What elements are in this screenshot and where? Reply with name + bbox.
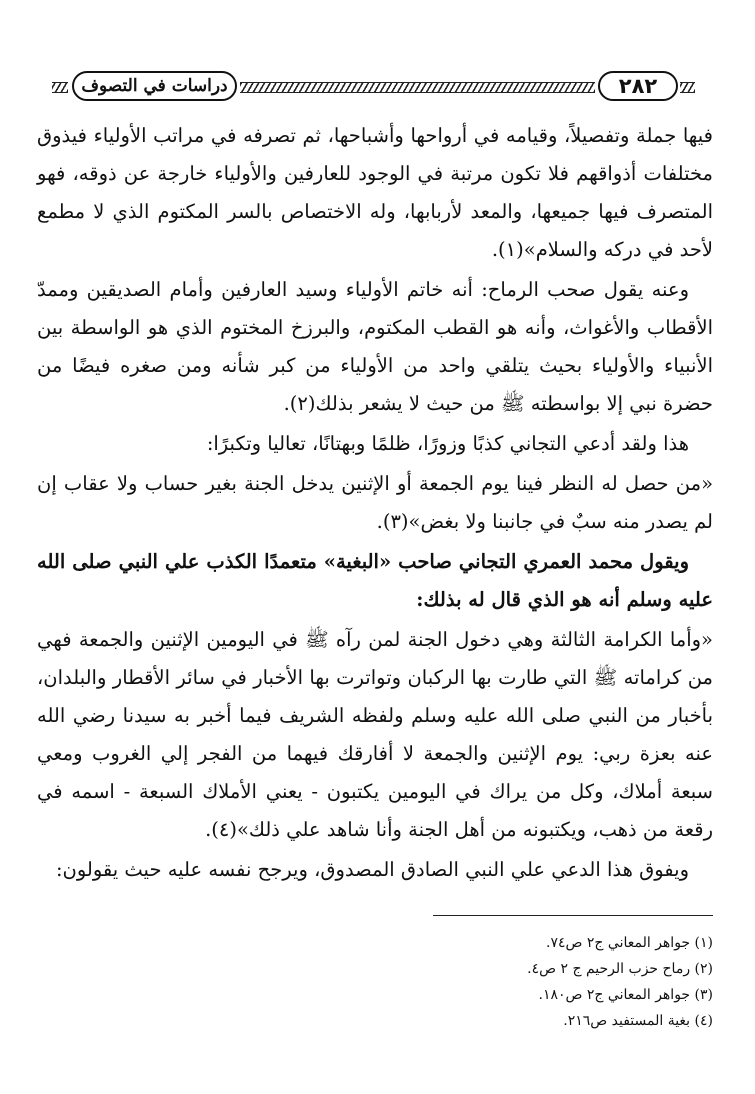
page-header	[52, 70, 695, 104]
main-text	[37, 117, 713, 891]
paragraph-3: هذا ولقد أدعي التجاني كذبًا وزورًا، ظلمًا وبهتانًا، تعاليا وتكبرًا:	[206, 432, 689, 455]
paragraph-5: ويقول محمد العمري التجاني صاحب «البغية» متعمدًا الكذب علي النبي صلى الله عليه وسلم أنه هو الذي قال له بذلك:	[37, 550, 713, 611]
header-ornament-right	[680, 82, 695, 93]
footnote-2: (٢) رماح حزب الرحيم ج ٢ ص٤.	[527, 961, 713, 977]
footnote-3: (٣) جواهر المعاني ج٢ ص١٨٠.	[538, 987, 713, 1003]
footnotes	[383, 930, 713, 1034]
footnote-4: (٤) بغية المستفيد ص٢١٦.	[563, 1013, 713, 1029]
paragraph-6-quote: «وأما الكرامة الثالثة وهي دخول الجنة لمن رآه ﷺ في اليومين الإثنين والجمعة فهي من كراماته ﷺ التي طارت بها الركبان وتواترت بها الأخبار في سائر الأقطار والبلدان، بأخبار من النبي صلى الله عليه وسلم ولفظه الشريف فيما أخبر به سيدنا رضي الله عنه بعزة ربي: يوم الإثنين والجمعة لا أفارقك فيهما من الفجر إلي الغروب ومعي سبعة أملاك، وكل من يراك في اليومين يكتبون - يعني الأملاك السبعة - اسمه في رقعة من ذهب، ويكتبونه من أهل الجنة وأنا شاهد علي ذلك»(٤).	[37, 628, 713, 841]
footnote-divider	[433, 915, 713, 916]
running-title: دراسات في التصوف	[72, 71, 237, 101]
paragraph-4-quote: «من حصل له النظر فينا يوم الجمعة أو الإثنين يدخل الجنة بغير حساب ولا عقاب إن لم يصدر منه سبٌ في جانبنا ولا بغض»(٣).	[37, 472, 713, 533]
page-number: ٢٨٢	[598, 71, 678, 101]
header-ornament-left	[52, 82, 68, 93]
paragraph-2: وعنه يقول صحب الرماح: أنه خاتم الأولياء وسيد العارفين وأمام الصديقين وممدّ الأقطاب والأغواث، وأنه هو القطب المكتوم، والبرزخ المختوم الذي هو الواسطة بين الأنبياء والأولياء بحيث يتلقي واحد من الأولياء من كبر شأنه ومن صغره فيضًا من حضرة نبي إلا بواسطته ﷺ من حيث لا يشعر بذلك(٢).	[37, 278, 713, 415]
paragraph-1: فيها جملة وتفصيلاً، وقيامه في أرواحها وأشباحها، ثم تصرفه في مراتب الأولياء فيذوق مختلفات أذواقهم فلا تكون مرتبة في الوجود للعارفين والأولياء خارجة عن ذوقه، فهو المتصرف فيها جميعها، والمعد لأربابها، وله الاختصاص بالسر المكتوم الذي لا مطمع لأحد في دركه والسلام»(١).	[37, 124, 713, 261]
footnote-1: (١) جواهر المعاني ج٢ ص٧٤.	[546, 935, 713, 951]
header-ornament-middle	[240, 82, 595, 93]
paragraph-7: ويفوق هذا الدعي علي النبي الصادق المصدوق، ويرجح نفسه عليه حيث يقولون:	[55, 858, 689, 881]
